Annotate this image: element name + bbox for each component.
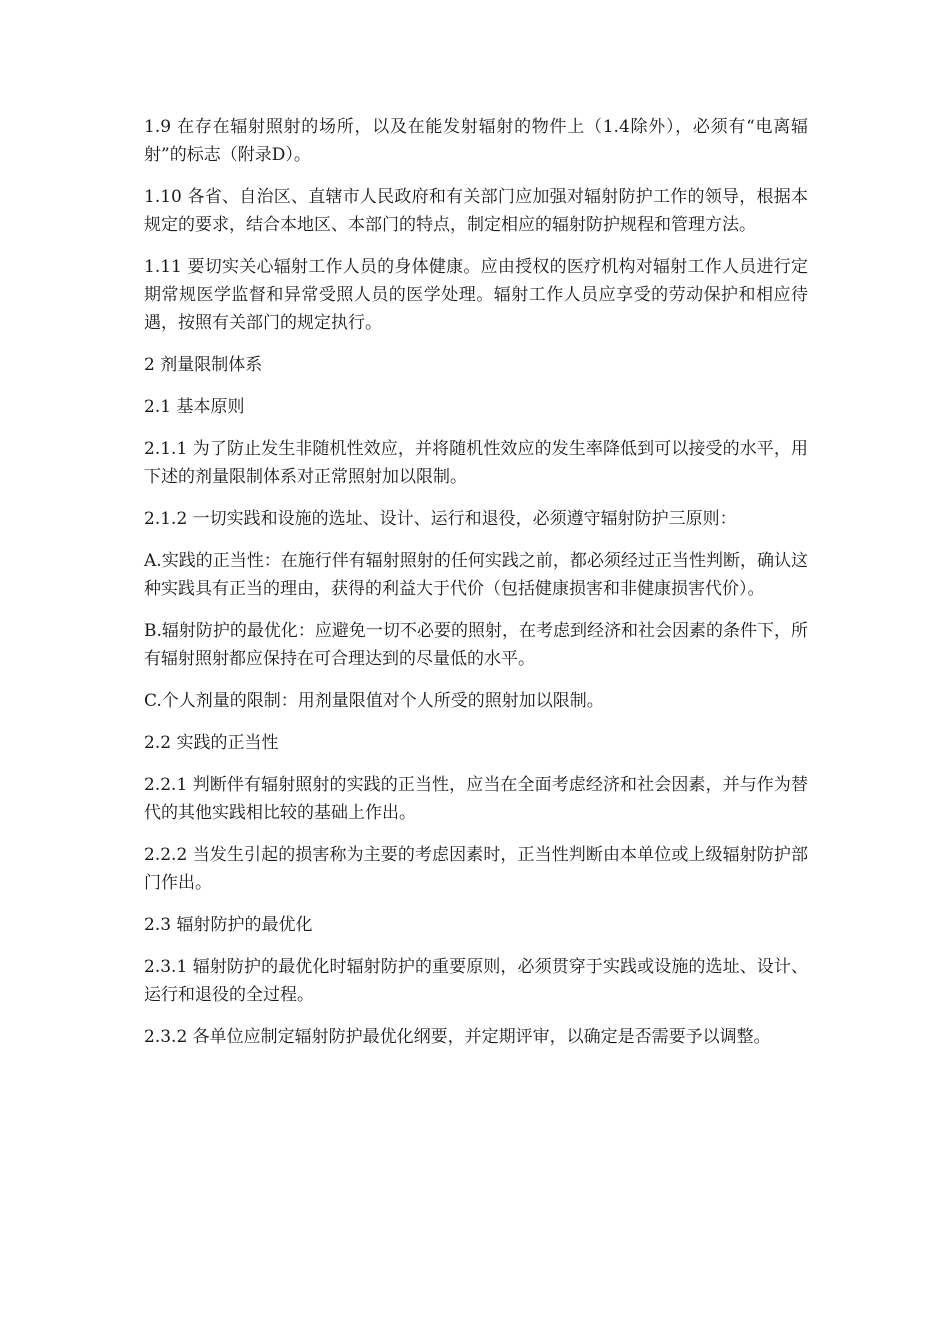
paragraph-2-1-1: 2.1.1 为了防止发生非随机性效应，并将随机性效应的发生率降低到可以接受的水平，用下述的剂量限制体系对正常照射加以限制。: [144, 439, 808, 487]
section-heading-2-3: 2.3 辐射防护的最优化: [144, 915, 313, 935]
principle-a: A.实践的正当性：在施行伴有辐射照射的任何实践之前，都必须经过正当性判断，确认这种实践具有正当的理由，获得的利益大于代价（包括健康损害和非健康损害代价）。: [144, 551, 808, 599]
paragraph-2-2-2: 2.2.2 当发生引起的损害称为主要的考虑因素时，正当性判断由本单位或上级辐射防护部门作出。: [144, 845, 808, 893]
paragraph-1-11: 1.11 要切实关心辐射工作人员的身体健康。应由授权的医疗机构对辐射工作人员进行定期常规医学监督和异常受照人员的医学处理。辐射工作人员应享受的劳动保护和相应待遇，按照有关部门的规定执行。: [144, 257, 808, 333]
paragraph-2-2-1: 2.2.1 判断伴有辐射照射的实践的正当性，应当在全面考虑经济和社会因素，并与作为替代的其他实践相比较的基础上作出。: [144, 775, 808, 823]
paragraph-2-3-1: 2.3.1 辐射防护的最优化时辐射防护的重要原则，必须贯穿于实践或设施的选址、设计、运行和退役的全过程。: [144, 957, 808, 1005]
section-heading-2-1: 2.1 基本原则: [144, 397, 245, 417]
section-heading-2-2: 2.2 实践的正当性: [144, 733, 279, 753]
paragraph-1-9: 1.9 在存在辐射照射的场所，以及在能发射辐射的物件上（1.4除外），必须有“电离辐射”的标志（附录D）。: [144, 117, 808, 165]
document-body: [144, 113, 808, 1065]
paragraph-1-10: 1.10 各省、自治区、直辖市人民政府和有关部门应加强对辐射防护工作的领导，根据本规定的要求，结合本地区、本部门的特点，制定相应的辐射防护规程和管理方法。: [144, 187, 808, 235]
principle-b: B.辐射防护的最优化：应避免一切不必要的照射，在考虑到经济和社会因素的条件下，所有辐射照射都应保持在可合理达到的尽量低的水平。: [144, 621, 808, 669]
paragraph-2-3-2: 2.3.2 各单位应制定辐射防护最优化纲要，并定期评审，以确定是否需要予以调整。: [144, 1027, 771, 1047]
section-heading-2: 2 剂量限制体系: [144, 355, 263, 375]
paragraph-2-1-2: 2.1.2 一切实践和设施的选址、设计、运行和退役，必须遵守辐射防护三原则：: [144, 509, 737, 529]
principle-c: C.个人剂量的限制：用剂量限值对个人所受的照射加以限制。: [144, 691, 604, 711]
